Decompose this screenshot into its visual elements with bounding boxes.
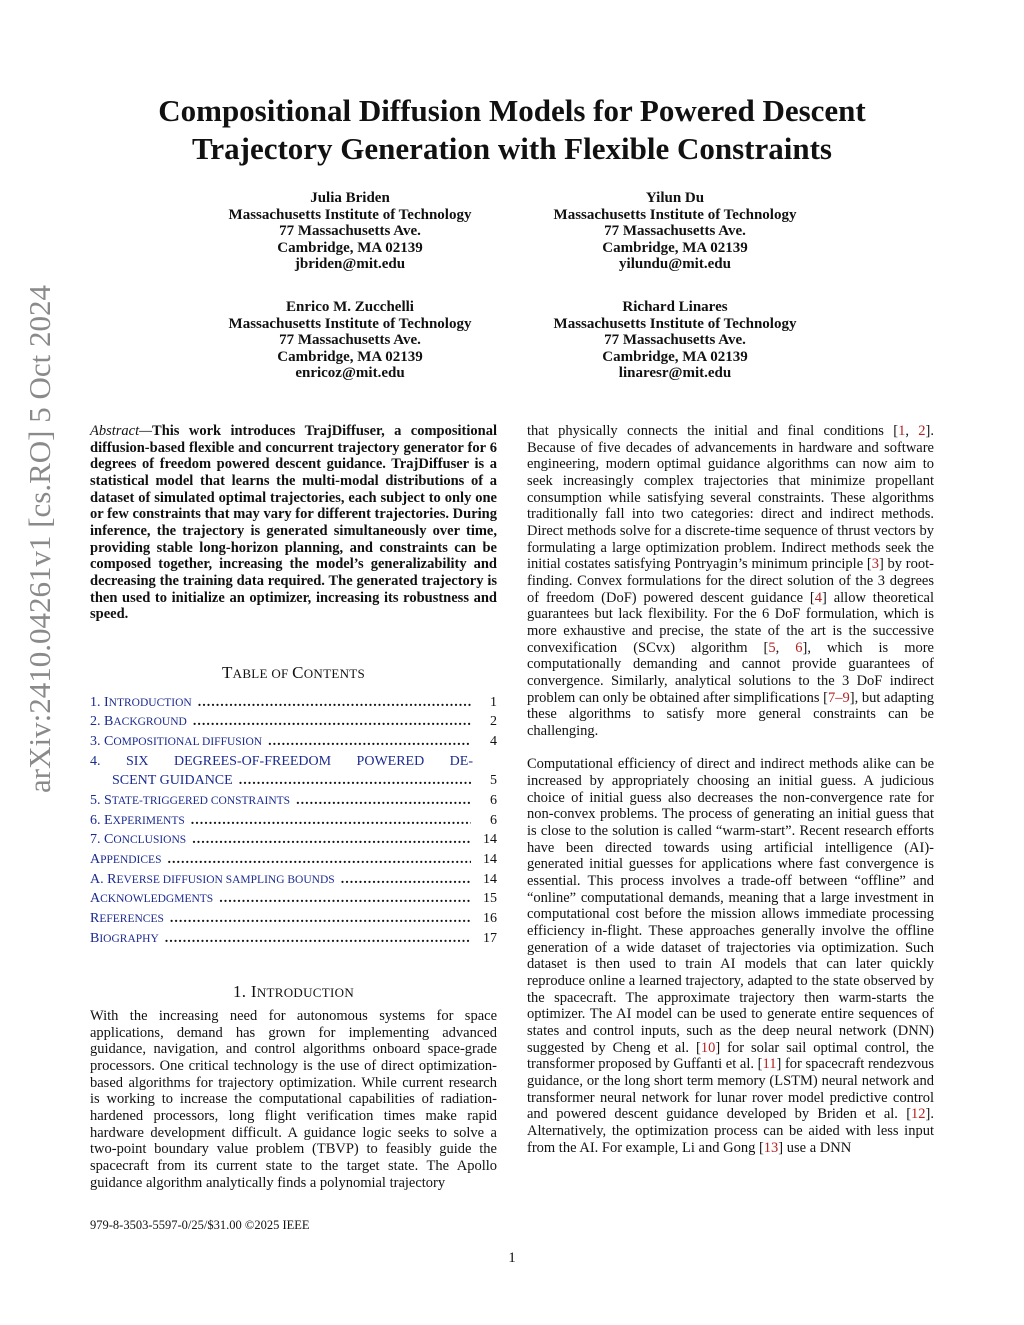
toc-page: 4	[490, 733, 497, 749]
toc-entry[interactable]	[90, 911, 497, 931]
toc-page: 2	[490, 714, 497, 730]
toc-link[interactable]: 2. BACKGROUND	[90, 714, 187, 730]
author-street: 77 Massachusetts Ave.	[604, 223, 746, 240]
toc-entry[interactable]	[90, 832, 497, 852]
intro-paragraph: With the increasing need for autonomous systems for space applications, demand has grown for implementing advanced guidance, navigation, and control algorithms onboard space-grade processors. One critical technology is the use of direct optimization-based algorithms for trajectory optimization. While current research is working to increase the computational capabilities of radiation-hardened processors, long flight verification times make rapid hardware development difficult. A guidance logic seeks to solve a two-point boundary value problem (TBVP) to feasibly guide the spacecraft from its current state to the target state. The Apollo guidance algorithm analytically finds a polynomial trajectory	[90, 1008, 497, 1191]
toc-entry[interactable]	[90, 891, 497, 911]
citation-link[interactable]: 11	[762, 1056, 777, 1073]
title-line-2: Trajectory Generation with Flexible Constraints	[192, 131, 832, 166]
abstract-label: Abstract—	[90, 423, 153, 439]
citation-link[interactable]: 5	[768, 639, 776, 656]
author-city: Cambridge, MA 02139	[602, 239, 748, 256]
toc-link[interactable]: APPENDICES	[90, 852, 162, 868]
citation-link[interactable]: 2	[918, 423, 926, 439]
author-affiliation: Massachusetts Institute of Technology	[228, 206, 472, 223]
toc-entry[interactable]	[90, 793, 497, 813]
toc-link[interactable]: 1. INTRODUCTION	[90, 694, 192, 710]
author-email: jbriden@mit.edu	[294, 256, 406, 273]
toc-entry[interactable]	[90, 813, 497, 833]
citation-link[interactable]: 13	[763, 1139, 779, 1156]
author-affiliation: Massachusetts Institute of Technology	[553, 206, 797, 223]
citation-link[interactable]: 12	[911, 1106, 926, 1123]
toc-entry[interactable]	[90, 695, 497, 715]
toc-link[interactable]: 3. COMPOSITIONAL DIFFUSION	[90, 733, 263, 749]
author-affiliation: Massachusetts Institute of Technology	[553, 315, 797, 332]
toc-entry[interactable]	[90, 931, 497, 951]
toc-page: 1	[490, 694, 497, 710]
toc-link[interactable]: REFERENCES	[90, 911, 164, 927]
toc-link[interactable]: 4. SIX DEGREES-OF-FREEDOM POWERED DE-	[90, 753, 473, 769]
author-city: Cambridge, MA 02139	[277, 239, 423, 256]
toc-heading: TABLE OF CONTENTS	[221, 662, 366, 682]
toc-page: 6	[490, 792, 497, 808]
left-column	[90, 423, 497, 1191]
warm-start-paragraph: Computational efficiency of direct and indirect methods alike can be increased by appropriately choosing an initial guess. A judicious choice of initial guess also decreases the non-convergence rate for non-convex problems. The process of generating an initial guess that is close to the solution is called “warm-start”. Recent research efforts have been directed towards using artificial intelligence (AI)-generated initial guesses for applications where fast convergence is essential. This process involves a trade-off between “offline” and “online” computational demands, meaning that a large investment in computational cost before the mission allows immediate processing efficiency in-flight. These approaches generally involve the offline generation of a wide dataset of trajectories via optimization. Such dataset is then used to train AI models that can later quickly reproduce online a learned trajectory, adapted to the state observed by the spacecraft. The approximate trajectory then warm-starts the optimizer. The AI model can be used to generate entire sequences of states and control inputs, such as the deep neural network (DNN) suggested by Cheng et al. [10] for solar sail optimal control, the transformer proposed by Guffanti et al. [11] for spacecraft rendezvous guidance, or the long short term memory (LSTM) neural network and transformer neural network for lunar rover model predictive control and powered descent guidance developed by Briden et al. [12]. Alternatively, the optimization process can be aided with less input from the AI. For example, Li and Gong [13] use a DNN	[527, 756, 934, 1156]
author-street: 77 Massachusetts Ave.	[604, 332, 746, 349]
toc-page: 14	[483, 832, 497, 848]
toc-page: 14	[483, 852, 497, 868]
abstract-body: This work introduces TrajDiffuser, a compositional diffusion-based flexible and concurrent trajectory generator for 6 degrees of freedom powered descent guidance. TrajDiffuser is a statistical model that learns the multi-modal distributions of a dataset of simulated optimal trajectories, each subject to only one or few constraints that may vary for different trajectories. During inference, the trajectory is generated simultaneously over time, providing stable long-horizon planning, and constraints can be composed together, increasing the model’s generalizability and decreasing the training data required. The generated trajectory is then used to initialize an optimizer, increasing its robustness and speed.	[90, 423, 497, 623]
author-email: yilundu@mit.edu	[619, 256, 731, 273]
author-block-3	[190, 299, 510, 382]
toc-entry[interactable]	[90, 754, 497, 793]
citation-link[interactable]: 6	[795, 639, 803, 656]
author-name: Yilun Du	[645, 190, 705, 206]
table-of-contents	[90, 695, 497, 951]
author-block-2	[515, 190, 835, 273]
toc-link[interactable]: 6. EXPERIMENTS	[90, 812, 185, 828]
toc-page: 17	[483, 930, 497, 946]
toc-entry[interactable]	[90, 852, 497, 872]
citation-link[interactable]: 4	[814, 589, 822, 606]
author-affiliation: Massachusetts Institute of Technology	[228, 315, 472, 332]
toc-link[interactable]: A. REVERSE DIFFUSION SAMPLING BOUNDS	[90, 871, 335, 887]
toc-page: 6	[490, 812, 497, 828]
paper-title	[90, 92, 934, 168]
copyright-footer: 979-8-3503-5597-0/25/$31.00 ©2025 IEEE	[90, 1218, 310, 1232]
section-heading-introduction: 1. INTRODUCTION	[232, 982, 355, 1002]
author-email: linaresr@mit.edu	[618, 365, 732, 382]
toc-entry[interactable]	[90, 872, 497, 892]
author-city: Cambridge, MA 02139	[602, 348, 748, 365]
author-street: 77 Massachusetts Ave.	[279, 223, 421, 240]
arxiv-stamp: arXiv:2410.04261v1 [cs.RO] 5 Oct 2024	[22, 285, 57, 793]
author-city: Cambridge, MA 02139	[277, 348, 423, 365]
toc-page: 16	[483, 911, 497, 927]
author-street: 77 Massachusetts Ave.	[279, 332, 421, 349]
citation-link[interactable]: 10	[700, 1039, 716, 1056]
toc-link[interactable]: 7. CONCLUSIONS	[90, 832, 187, 848]
abstract	[90, 423, 497, 623]
title-line-1: Compositional Diffusion Models for Powered Descent	[158, 93, 866, 128]
page-number: 1	[508, 1250, 516, 1266]
citation-link[interactable]: 3	[871, 556, 879, 573]
toc-page: 14	[483, 871, 497, 887]
citation-link[interactable]: 1	[898, 423, 906, 439]
author-name: Enrico M. Zucchelli	[286, 299, 414, 315]
toc-entry[interactable]	[90, 734, 497, 754]
intro-paragraph-continued: that physically connects the initial and final conditions [1, 2]. Because of five decades of advancements in hardware and software engineering, modern optimal guidance algorithms can now aim to seek increasingly complex trajectories that minimize propellant consumption while satisfying several constraints. These algorithms traditionally fall into two categories: direct and indirect methods. Direct methods solve for a discrete-time sequence of thrust vectors by formulating a large optimization problem. Indirect methods seek the initial costates satisfying Pontryagin’s minimum principle [3] by root-finding. Convex formulations for the direct solution of the 3 degrees of freedom (DoF) powered descent guidance [4] allow theoretical guarantees but lack flexibility. For the 6 DoF formulation, which is more exhaustive and precise, the state of the art is the successive convexification (SCvx) algorithm [5, 6], which is more computationally demanding and cannot provide guarantees of convergence. Similarly, analytical solutions to the 3 DoF indirect problem can only be obtained after simplifications [7–9], but adapting these algorithms to satisfy more general constraints can be challenging.	[527, 423, 934, 739]
toc-link[interactable]: 5. STATE-TRIGGERED CONSTRAINTS	[90, 792, 291, 808]
author-block-4	[515, 299, 835, 382]
author-block-1	[190, 190, 510, 273]
toc-link[interactable]: SCENT GUIDANCE	[112, 773, 233, 789]
author-name: Richard Linares	[622, 299, 728, 315]
toc-link[interactable]: BIOGRAPHY	[90, 930, 159, 946]
toc-entry[interactable]	[90, 714, 497, 734]
toc-link[interactable]: ACKNOWLEDGMENTS	[90, 891, 214, 907]
author-email: enricoz@mit.edu	[295, 365, 405, 382]
citation-link[interactable]: 7–9	[828, 689, 850, 706]
toc-page: 5	[490, 773, 497, 789]
right-column	[527, 423, 934, 1156]
author-name: Julia Briden	[310, 190, 390, 206]
toc-page: 15	[483, 891, 497, 907]
